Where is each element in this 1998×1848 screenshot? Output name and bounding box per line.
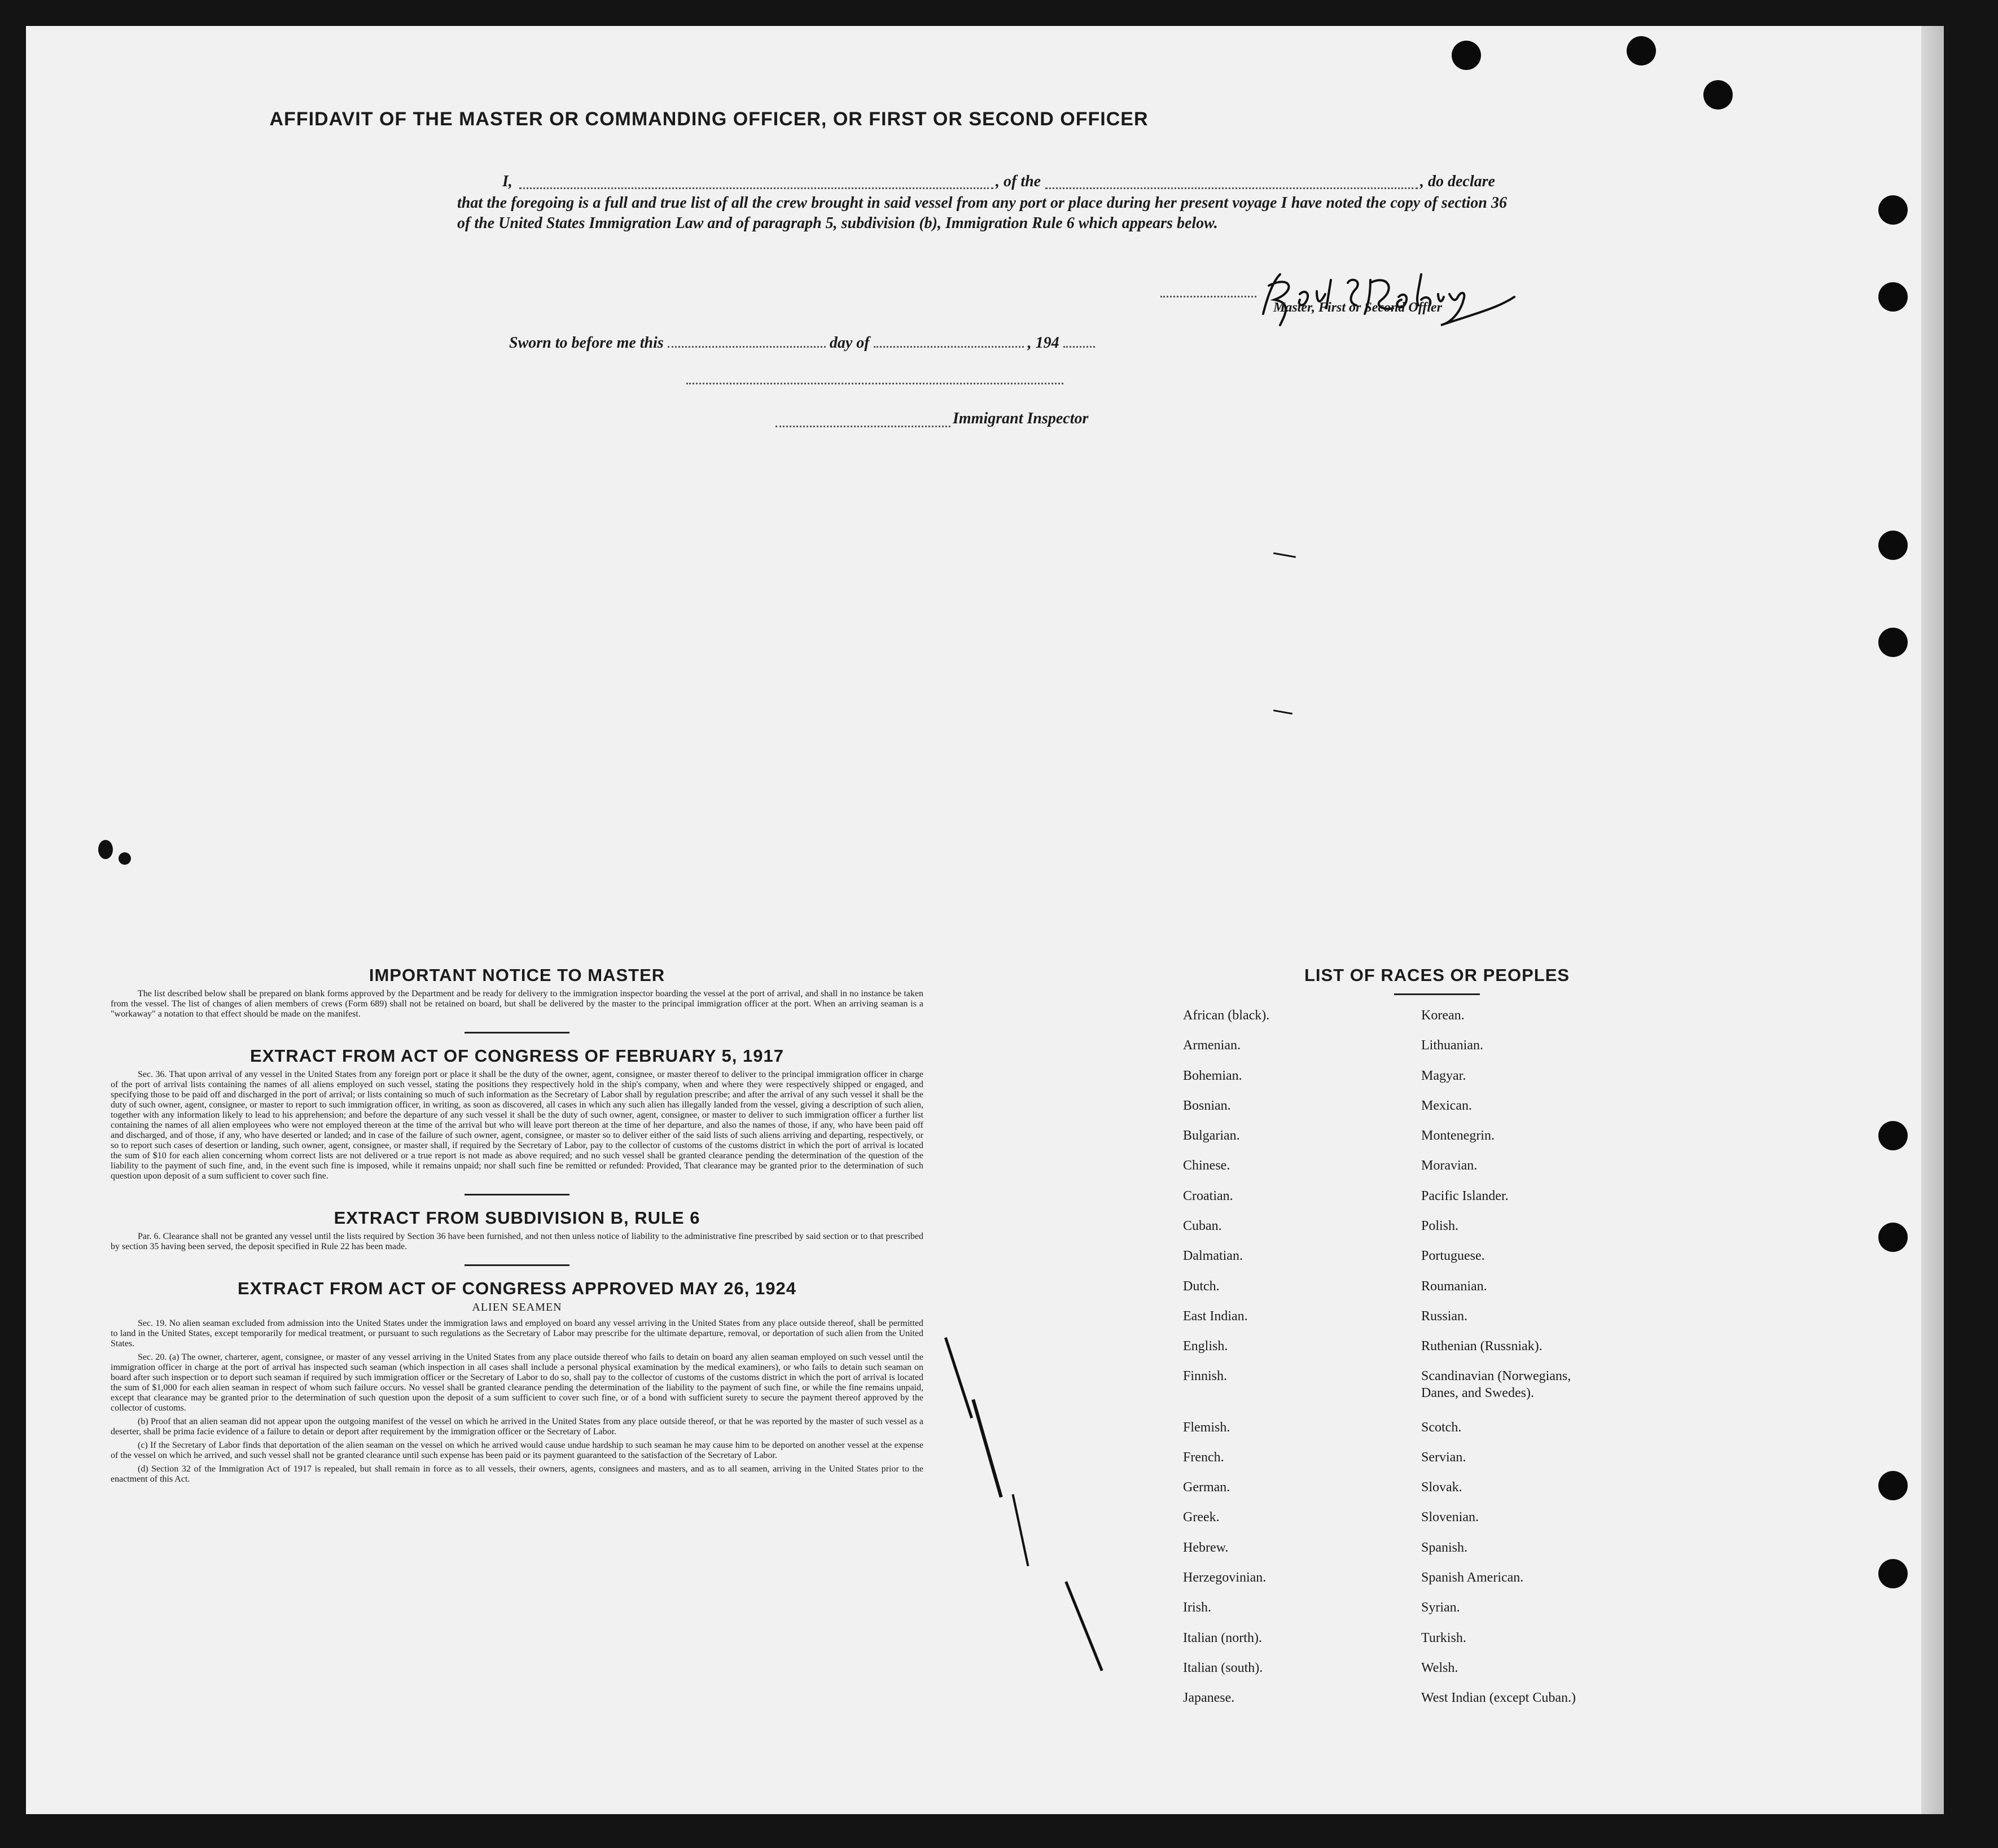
vessel-blank[interactable] [1045,187,1418,189]
notice-text: The list described below shall be prepared on blank forms approved by the Department and be ready for delivery to the immigration inspector boarding the vessel at the port of arrival, and shall in no instance be taken from the vessel. The list of changes of alien members of crews (Form 689) shall not be retained on board, but shall be delivered by the master to the principal immigration officer at the port. When an arriving seaman is a "workaway" a notation to that effect should be made on the manifest. [111,989,923,1019]
race-item: West Indian (except Cuban.) [1421,1691,1576,1706]
legal-notices [111,965,923,1488]
race-item: Bulgarian. [1183,1128,1240,1144]
scratch-mark [971,1399,1002,1498]
race-item: Flemish. [1183,1420,1230,1435]
race-item: Welsh. [1421,1660,1458,1675]
race-item: German. [1183,1480,1230,1495]
race-item: Korean. [1421,1008,1465,1023]
race-item: Moravian. [1421,1158,1478,1173]
punch-hole [1452,41,1481,70]
races-divider [1394,993,1480,995]
sworn-day-label: day of [829,334,870,352]
notice-title: IMPORTANT NOTICE TO MASTER [369,965,665,985]
punch-hole [1878,282,1908,312]
race-item: Slovak. [1421,1480,1462,1495]
race-item: Croatian. [1183,1188,1233,1203]
race-item: Chinese. [1183,1158,1230,1173]
race-item: Italian (south). [1183,1660,1263,1675]
race-item: Hebrew. [1183,1540,1229,1555]
sworn-day-blank[interactable] [668,346,826,348]
punch-hole [1878,628,1908,657]
race-item: Syrian. [1421,1600,1460,1615]
races-title: LIST OF RACES OR PEOPLES [1304,965,1570,985]
divider [465,1032,569,1034]
races-list [1183,965,1691,1714]
punch-hole [1878,1121,1908,1150]
inspector-name-blank[interactable] [775,426,950,427]
races-grid [1183,1001,1691,1714]
extract-rule6-title: EXTRACT FROM SUBDIVISION B, RULE 6 [334,1208,700,1228]
race-item: Lithuanian. [1421,1038,1483,1053]
scratch-mark [1012,1494,1029,1566]
race-item: Irish. [1183,1600,1211,1615]
race-item: Magyar. [1421,1068,1466,1083]
extract-1924-paragraph: (c) If the Secretary of Labor finds that deportation of the alien seaman on the vessel on which he arrived would cause undue hardship to such seaman he may cause him to be deported on another vessel at the expense of the vessel on which he arrived, and such vessel shall not be granted clearance until such expense has been paid or its payment guaranteed to the satisfaction of the Secretary of Labor. [111,1440,923,1460]
punch-hole [1878,531,1908,560]
race-item: Ruthenian (Russniak). [1421,1339,1543,1354]
inspector-label: Immigrant Inspector [953,410,1089,427]
signature-blank[interactable] [1160,296,1256,297]
punch-hole [1703,80,1733,110]
race-item: Roumanian. [1421,1278,1487,1294]
race-item: Slovenian. [1421,1510,1479,1525]
race-item: Scotch. [1421,1420,1462,1435]
race-item: Greek. [1183,1510,1220,1525]
inspector-signature-blank[interactable] [686,383,1063,384]
race-item: Russian. [1421,1308,1468,1324]
punch-hole [1627,36,1656,65]
affidavit-title: AFFIDAVIT OF THE MASTER OR COMMANDING OFFICER, OR FIRST OR SECOND OFFICER [269,108,1149,130]
race-item: Turkish. [1421,1630,1466,1645]
punch-hole [1878,1471,1908,1500]
sworn-prefix: Sworn to before me this [509,334,664,352]
scratch-mark [1064,1581,1103,1671]
master-signature-label: Master, First or Second Offier [1273,300,1442,315]
race-item: Pacific Islander. [1421,1188,1509,1203]
race-item: Bohemian. [1183,1068,1242,1083]
extract-1917-title: EXTRACT FROM ACT OF CONGRESS OF FEBRUARY 5, 1917 [250,1046,784,1066]
scratch-mark [1273,553,1296,558]
sworn-month-blank[interactable] [874,346,1024,348]
race-item: Scandinavian (Norwegians, Danes, and Swedes). [1421,1368,1571,1400]
race-item: Servian. [1421,1450,1466,1465]
race-item: Polish. [1421,1219,1459,1234]
scan-edge [1921,26,1944,1814]
race-item: Cuban. [1183,1219,1222,1234]
race-item: Herzegovinian. [1183,1570,1267,1586]
document-page [26,26,1944,1814]
extract-1924-title: EXTRACT FROM ACT OF CONGRESS APPROVED MAY 26, 1924 [238,1278,796,1298]
affidavit-line1-end: , do declare [1420,173,1495,190]
race-item: Montenegrin. [1421,1128,1495,1144]
affidavit-line1-start: I, [502,173,512,190]
master-signature [1252,269,1545,331]
punch-hole [1878,195,1908,225]
race-item: Bosnian. [1183,1098,1231,1113]
affidavit-body: that the foregoing is a full and true list of all the crew brought in said vessel from any port or place during her present voyage I have noted the copy of section 36 of the United States Immigration Law and of paragraph 5, subdivision (b), Immigration Rule 6 which appears below. [457,194,1507,232]
sworn-year-label: , 194 [1027,334,1059,352]
punch-hole [1878,1559,1908,1588]
extract-1924-paragraph: Sec. 20. (a) The owner, charterer, agent, consignee, or master of any vessel arriving in the United States from any place outside thereof who fails to detain on board any alien seaman employed on such vessel until the immigration officer in charge at the port of arrival has inspected such seaman (which inspection in all cases shall include a personal physical examination by the medical examiners), or who fails to detain such seaman on board after such inspection or to deport such seaman if required by such immigration officer or the Secretary of Labor to do so, shall pay to the collector of customs of the customs district in which the port of arrival is located the sum of $1,000 for each alien seaman in respect of whom such failure occurs. No vessel shall be granted clearance pending the determination of the liability to the payment of such fine, or while the fine remains unpaid, except that clearance may be granted prior to the determination of such question upon the deposit of a sum sufficient to cover such fine, or of a bond with sufficient surety to secure the payment thereof approved by the collector of customs. [111,1352,923,1413]
race-item: East Indian. [1183,1308,1248,1324]
race-item: Mexican. [1421,1098,1472,1113]
race-item: French. [1183,1450,1224,1465]
race-item: Italian (north). [1183,1630,1262,1645]
race-item: Japanese. [1183,1691,1235,1706]
divider [465,1194,569,1195]
extract-1924-subtitle: ALIEN SEAMEN [472,1301,562,1313]
race-item: Spanish. [1421,1540,1468,1555]
name-blank[interactable] [519,187,993,189]
divider [465,1264,569,1266]
scratch-mark [1273,710,1292,715]
race-item: African (black). [1183,1008,1270,1023]
race-item: English. [1183,1339,1228,1354]
extract-rule6-text: Par. 6. Clearance shall not be granted any vessel until the lists required by Section 36 have been furnished, and not then unless notice of liability to the administrative fine prescribed by said section or to that prescribed by section 35 having been served, the deposit specified in Rule 22 has been made. [111,1232,923,1251]
extract-1924-paragraph: (d) Section 32 of the Immigration Act of 1917 is repealed, but shall remain in force as to all vessels, their owners, agents, consignees and masters, and as to all seamen, arriving in the United States prior to the enactment of this Act. [111,1464,923,1484]
race-item: Dalmatian. [1183,1249,1243,1264]
race-item: Spanish American. [1421,1570,1524,1586]
race-item: Portuguese. [1421,1249,1485,1264]
ink-spot [98,840,113,859]
sworn-year-blank[interactable] [1063,346,1095,348]
extract-1924-paragraph: Sec. 19. No alien seaman excluded from admission into the United States under the immigration laws and employed on board any vessel arriving in the United States from any place outside thereof, shall be permitted to land in the United States, except temporarily for medical treatment, or pursuant to such regulations as the Secretary of Labor may prescribe for the ultimate departure, removal, or deportation of such alien from the United States. [111,1319,923,1348]
extract-1924-paragraph: (b) Proof that an alien seaman did not appear upon the outgoing manifest of the vessel on which he arrived in the United States from any place outside thereof, or that he was reported by the master of such vessel as a deserter, shall be prima facie evidence of a failure to detain or deport after requirement by the immigration officer or the Secretary of Labor. [111,1417,923,1437]
affidavit-line1-mid: , of the [996,173,1041,190]
race-item: Finnish. [1183,1368,1228,1383]
scratch-mark [944,1337,973,1418]
race-item: Dutch. [1183,1278,1220,1294]
sworn-line [509,334,1095,352]
punch-hole [1878,1223,1908,1252]
extract-1917-text: Sec. 36. That upon arrival of any vessel in the United States from any foreign port or place it shall be the duty of the owner, agent, consignee, or master thereof to deliver to the principal immigration officer in charge of the port of arrival lists containing the names of all aliens employed on such vessel, stating the positions they respectively hold in the ship's company, when and where they were respectively shipped or engaged, and specifying those to be paid off and discharged in the port of arrival; or lists containing so much of such information as the Secretary of Labor shall by regulation prescribe; and after the arrival of any such vessel it shall be the duty of such owner, agent, consignee, or master to report to such immigration officer, in writing, as soon as discovered, all cases in which any such alien has illegally landed from the vessel, giving a description of such alien, together with any information likely to lead to his apprehension; and before the departure of any such vessel it shall be the duty of such owner, agent, consignee, or master to deliver to such immigration officer a further list containing the names of all alien employees who were not employed thereon at the time of the arrival but who will leave port thereon at the time of her departure, and also the names of those, if any, who have been paid off and discharged, and of those, if any, who have deserted or landed; and in case of the failure of such owner, agent, consignee, or master so to deliver either of the said lists of such aliens arriving and departing, respectively, or so to report such cases of desertion or landing, such owner, agent, consignee, or master shall, if required by the Secretary of Labor, pay to the collector of customs of the customs district in which the port of arrival is located the sum of $10 for each alien concerning whom correct lists are not delivered or a true report is not made as above required; and no such vessel shall be granted clearance pending the determination of the question of the liability to the payment of such fine, and, in the event such fine is imposed, while it remains unpaid; nor shall such fine be remitted or refunded: Provided, That clearance may be granted prior to the determination of such question upon deposit of a sum sufficient to cover such fine. [111,1070,923,1181]
race-item: Armenian. [1183,1038,1241,1053]
ink-spot [119,852,131,865]
